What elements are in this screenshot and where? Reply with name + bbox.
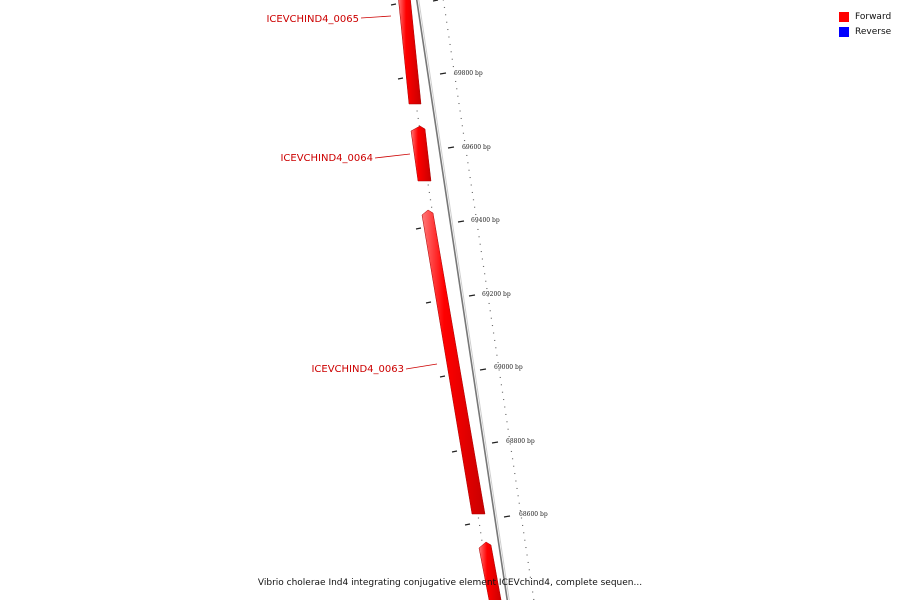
inner-tick xyxy=(452,451,457,452)
inner-tick xyxy=(416,228,421,229)
gene-label-leader xyxy=(406,364,437,369)
gene-icevchind4-0063[interactable] xyxy=(311,210,485,514)
sequence-backbone-shadow xyxy=(418,0,510,600)
legend-label: Forward xyxy=(855,11,892,22)
gene-label-leader xyxy=(375,154,410,158)
tick-label: 69400 bp xyxy=(471,217,500,224)
tick-label: 69800 bp xyxy=(454,70,483,77)
legend-item-forward[interactable] xyxy=(839,9,891,24)
gene-arrow[interactable] xyxy=(398,0,421,104)
minor-ticks xyxy=(443,0,535,599)
legend-item-reverse[interactable] xyxy=(839,24,891,39)
gene-label[interactable]: ICEVCHIND4_0064 xyxy=(280,153,373,164)
gene-label-leader xyxy=(361,16,391,18)
tick-label: 68600 bp xyxy=(519,511,548,518)
gene-arrow[interactable] xyxy=(479,542,502,600)
tick-69800 xyxy=(440,70,483,77)
tick-69600 xyxy=(448,144,491,151)
strand-legend xyxy=(839,9,891,39)
sequence-caption: Vibrio cholerae Ind4 integrating conjugative element ICEVchind4, complete sequen... xyxy=(257,578,643,588)
gene-arrow[interactable] xyxy=(411,126,431,181)
gene-label[interactable]: ICEVCHIND4_0063 xyxy=(311,364,404,375)
gene-label[interactable]: ICEVCHIND4_0065 xyxy=(266,14,359,25)
inner-tick xyxy=(433,0,438,1)
gene-partial[interactable] xyxy=(479,542,502,600)
tick-68800 xyxy=(492,438,535,445)
tick-label: 69200 bp xyxy=(482,291,511,298)
tick-label: 68800 bp xyxy=(506,438,535,445)
gene-icevchind4-0064[interactable] xyxy=(280,126,431,181)
inner-tick xyxy=(440,376,445,377)
inner-tick xyxy=(391,4,396,5)
legend-label: Reverse xyxy=(855,26,892,37)
inner-tick xyxy=(465,524,470,525)
inner-tick xyxy=(398,78,403,79)
tick-69400 xyxy=(458,217,500,224)
gene-icevchind4-0065[interactable] xyxy=(266,0,421,104)
sequence-backbone xyxy=(416,0,508,600)
forward-swatch xyxy=(839,12,849,22)
tick-69000 xyxy=(480,364,523,371)
tick-label: 69600 bp xyxy=(462,144,491,151)
tick-69200 xyxy=(469,291,511,298)
tick-68600 xyxy=(504,511,548,518)
gene-arrow[interactable] xyxy=(422,210,485,514)
inner-tick xyxy=(426,302,431,303)
tick-label: 69000 bp xyxy=(494,364,523,371)
reverse-swatch xyxy=(839,27,849,37)
